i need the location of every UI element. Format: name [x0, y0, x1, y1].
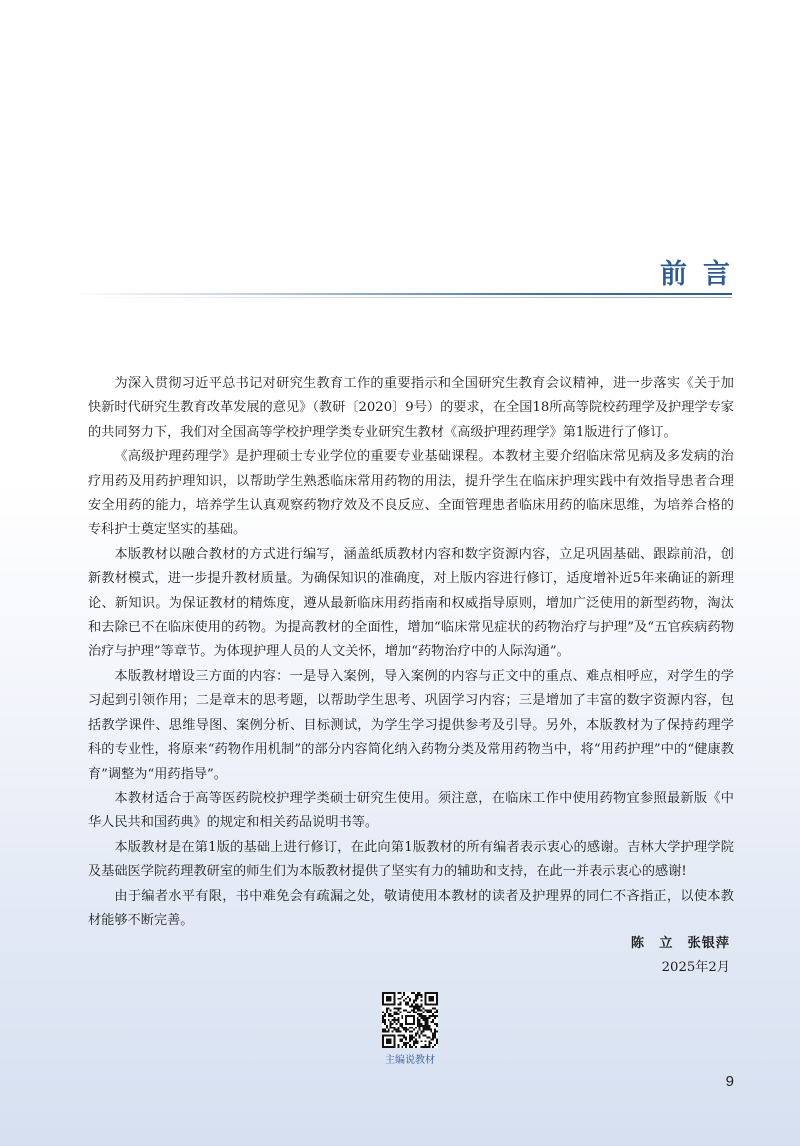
page-number: 9 [725, 1073, 734, 1090]
page-title: 前言 [660, 259, 746, 290]
paragraph-6: 本版教材是在第1版的基础上进行修订，在此向第1版教材的所有编者表示衷心的感谢。吉林大学护理学院及基础医学院药理教研室的师生们为本版教材提供了坚实有力的辅助和支持，在此一并表示衷心的感谢! [88, 839, 734, 880]
paragraph-2: 《高级护理药理学》是护理硕士专业学位的重要专业基础课程。本教材主要介绍临床常见病及多发病的治疗用药及用药护理知识，以帮助学生熟悉临床常用药物的用法，提升学生在临床护理实践中有效指导患者合理安全用药的能力，培养学生认真观察药物疗效及不良反应、全面管理患者临床用药的临床思维，为培养合格的专科护士奠定坚实的基础。 [88, 449, 734, 538]
paragraph-4: 本版教材增设三方面的内容：一是导入案例，导入案例的内容与正文中的重点、难点相呼应，对学生的学习起到引领作用；二是章末的思考题，以帮助学生思考、巩固学习内容；三是增加了丰富的数字资源内容，包括教学课件、思维导图、案例分析、目标测试，为学生学习提供参考及引导。另外，本版教材为了保持药理学科的专业性，将原来“药物作用机制”的部分内容简化纳入药物分类及常用药物当中，将“用药护理”中的“健康教育”调整为“用药指导”。 [88, 668, 734, 782]
paragraph-3: 本版教材以融合教材的方式进行编写，涵盖纸质教材内容和数字资源内容，立足巩固基础、跟踪前沿，创新教材模式，进一步提升教材质量。为确保知识的准确度，对上版内容进行修订，适度增补近5年来确证的新理论、新知识。为保证教材的精炼度，遵从最新临床用药指南和权威指导原则，增加广泛使用的新型药物，淘汰和去除已不在临床使用的药物。为提高教材的全面性，增加“临床常见症状的药物治疗与护理”及“五官疾病药物治疗与护理”等章节。为体现护理人员的人文关怀，增加“药物治疗中的人际沟通”。 [88, 546, 734, 660]
signature-block [631, 932, 730, 980]
qr-code-icon[interactable] [382, 992, 438, 1048]
qr-code-label: 主编说教材 [385, 1055, 435, 1066]
title-underline [70, 293, 732, 295]
author-name-1: 陈 立 [630, 936, 674, 951]
author-name-2: 张银萍 [687, 936, 730, 951]
preface-body [88, 372, 734, 933]
qr-code-block[interactable] [380, 992, 440, 1066]
paragraph-5: 本教材适合于高等医药院校护理学类硕士研究生使用。须注意，在临床工作中使用药物宜参照最新版《中华人民共和国药典》的规定和相关药品说明书等。 [88, 790, 734, 831]
paragraph-7: 由于编者水平有限，书中难免会有疏漏之处，敬请使用本教材的读者及护理界的同仁不吝指正，以使本教材能够不断完善。 [88, 888, 734, 928]
paragraph-1: 为深入贯彻习近平总书记对研究生教育工作的重要指示和全国研究生教育会议精神，进一步落实《关于加快新时代研究生教育改革发展的意见》（教研〔2020〕9号）的要求，在全国18所高等院校药理学及护理学专家的共同努力下，我们对全国高等学校护理学类专业研究生教材《高级护理药理学》第1版进行了修订。 [88, 376, 734, 440]
author-names [631, 932, 730, 956]
title-underline-secondary [70, 297, 732, 298]
signature-date: 2025年2月 [661, 960, 730, 975]
